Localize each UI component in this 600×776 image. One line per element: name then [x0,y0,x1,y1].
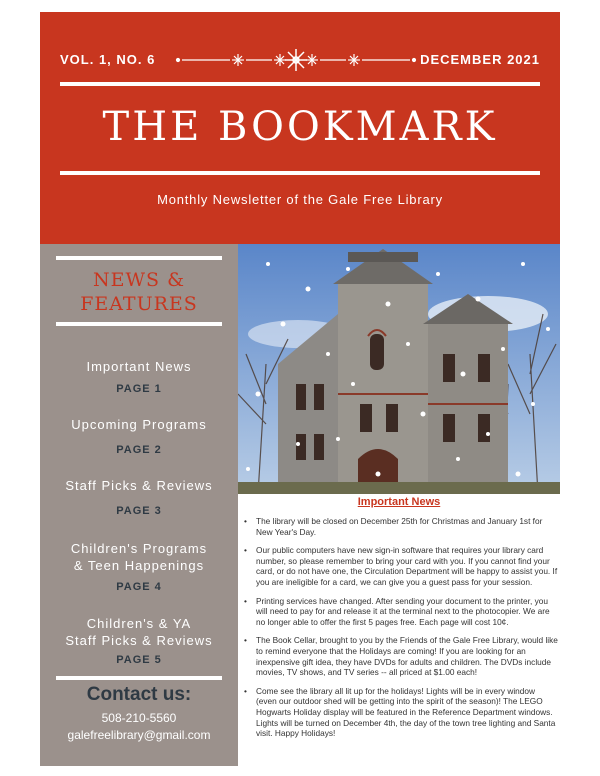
toc-page-number: PAGE 5 [116,654,162,666]
toc-page-number: PAGE 4 [116,581,162,593]
masthead-rule-top [60,82,540,86]
snowflake-ornament-icon [172,48,420,72]
newsletter-subtitle: Monthly Newsletter of the Gale Free Library [157,192,443,207]
list-item: • Printing services have changed. After sending your document to the printer, you will need to pay for and release it at the terminal next to the photocopier. We are no longer able to offer the first 5 pages free. Each page will cost 10¢. [242,596,558,628]
sidebar [40,244,238,766]
sidebar-rule [56,322,222,326]
toc-item-childrens-ya-picks-line2[interactable]: Staff Picks & Reviews [65,633,213,648]
list-item: • Come see the library all lit up for the holidays! Lights will be in every window (even our outdoor shed will be getting into the spirit of the season)! The LEGO Hogwarts Holiday display will be featured in the Reference Department windows. Lights will be turned on December 4th, the day of the town tree lighting and Santa visit. Happy Holidays! [242,686,558,739]
toc-page-number: PAGE 3 [116,505,162,517]
sidebar-rule [56,676,222,680]
sidebar-heading-line2: FEATURES [80,293,198,315]
sidebar-heading-line1: NEWS & [93,269,185,291]
sidebar-heading [40,268,238,316]
contact-phone[interactable]: 508-210-5560 [101,711,177,725]
toc-item-childrens-programs-line2[interactable]: & Teen Happenings [73,558,205,573]
toc-page-number: PAGE 1 [116,383,162,395]
toc-page-number: PAGE 2 [116,444,162,456]
section-title: Important News [357,496,441,508]
toc-item-important-news[interactable]: Important News [86,359,192,374]
toc-item-childrens-programs[interactable]: Children's Programs [70,541,208,556]
masthead [40,12,560,244]
list-item: • The library will be closed on December 25th for Christmas and January 1st for New Year's Day. [242,516,558,537]
contact-heading: Contact us: [86,684,192,705]
important-news-section [238,494,560,766]
library-photo-illustration [238,244,560,494]
issue-date: DECEMBER 2021 [420,52,540,67]
volume-number: VOL. 1, NO. 6 [60,52,156,67]
newsletter-page [40,12,560,766]
list-item: • Our public computers have new sign-in software that requires your library card number, so please remember to bring your card with you. If you cannot find your card, or do not have one, the Circulation Department will be happy to assist you. If you are ineligible for a card, we can give you a guest pass for your session. [242,545,558,587]
news-list [242,516,558,747]
contact-email[interactable]: galefreelibrary@gmail.com [67,728,211,742]
masthead-top-line [40,52,560,68]
newsletter-title: THE BOOKMARK [102,104,498,150]
toc-item-staff-picks[interactable]: Staff Picks & Reviews [65,478,213,493]
masthead-rule-bottom [60,171,540,175]
sidebar-rule [56,256,222,260]
toc-item-childrens-ya-picks[interactable]: Children's & YA [86,616,192,631]
library-building-photo [238,244,560,494]
list-item: • The Book Cellar, brought to you by the Friends of the Gale Free Library, would like to remind everyone that the Holidays are coming! If you are looking for an inexpensive gift idea, they have DVDs for adults and children. The DVDs include movies, TV shows, and TV series -- all priced at $1.00 each! [242,635,558,677]
toc-item-upcoming-programs[interactable]: Upcoming Programs [71,417,207,432]
